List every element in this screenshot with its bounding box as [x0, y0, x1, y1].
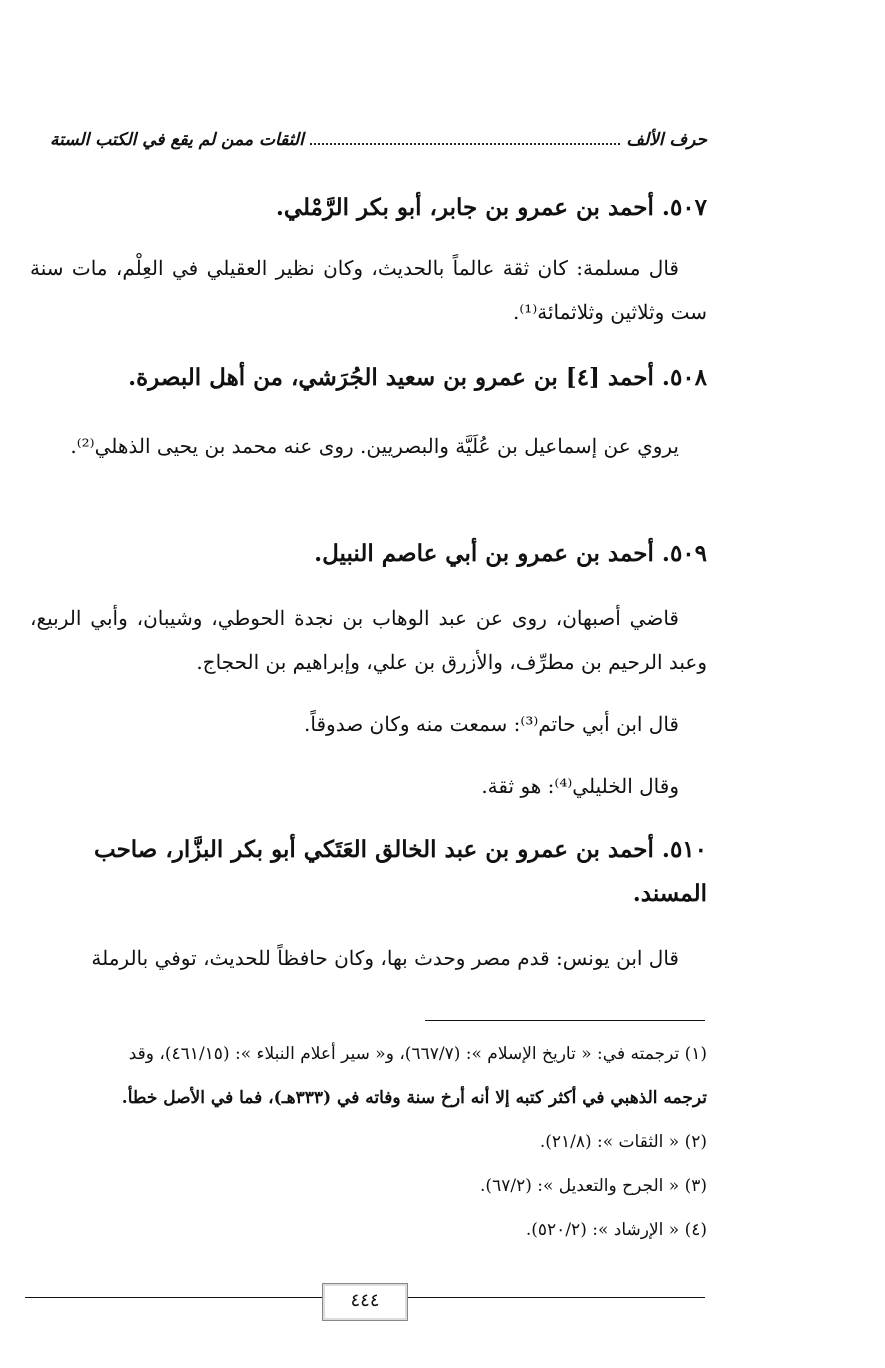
footnote-1-line-2: ترجمه الذهبي في أكثر كتبه إلا أنه أرخ سنة وفاته في (٣٣٣هـ)، فما في الأصل خطأ.: [121, 1088, 707, 1108]
entry-509-ibn-abi-hatim: قال ابن أبي حاتم⁽³⁾: سمعت منه وكان صدوقاً.: [304, 712, 679, 736]
footnote-1-line-1: (١) ترجمته في: « تاريخ الإسلام »: (٦٦٧/٧)، و« سير أعلام النبلاء »: (٤٦١/١٥)، وقد: [128, 1044, 707, 1064]
entry-510-text: قال ابن يونس: قدم مصر وحدث بها، وكان حافظاً للحديث، توفي بالرملة: [91, 946, 679, 970]
entry-509-heading: ٥٠٩. أحمد بن عمرو بن أبي عاصم النبيل.: [314, 540, 707, 567]
entry-508-heading: ٥٠٨. أحمد [٤] بن عمرو بن سعيد الجُرَشي، من أهل البصرة.: [128, 364, 707, 391]
entry-508-text: يروي عن إسماعيل بن عُلَيَّة والبصريين. روى عنه محمد بن يحيى الذهلي⁽²⁾.: [70, 434, 679, 458]
footnote-4: (٤) « الإرشاد »: (٥٢٠/٢).: [525, 1220, 707, 1240]
running-head: [50, 130, 707, 150]
footnote-3: (٣) « الجرح والتعديل »: (٦٧/٢).: [480, 1176, 707, 1196]
running-head-book-title: الثقات ممن لم يقع في الكتب الستة: [50, 130, 304, 150]
entry-507-text: قال مسلمة: كان ثقة عالماً بالحديث، وكان نظير العقيلي في العِلْم، مات سنة ست وثلاثين وثلاثمائة⁽¹⁾.: [30, 256, 707, 324]
footnote-separator: [425, 1020, 705, 1021]
entry-507-heading: ٥٠٧. أحمد بن عمرو بن جابر، أبو بكر الرَّمْلي.: [275, 194, 707, 221]
entry-509-khalili: وقال الخليلي⁽⁴⁾: هو ثقة.: [481, 774, 679, 798]
running-head-chapter: حرف الألف: [626, 130, 707, 150]
page-number: ٤٤٤: [322, 1283, 408, 1321]
entry-510-heading: ٥١٠. أحمد بن عمرو بن عبد الخالق العَتَكي أبو بكر البزَّار، صاحب المسند.: [93, 836, 707, 907]
entry-509-text: قاضي أصبهان، روى عن عبد الوهاب بن نجدة الحوطي، وشيبان، وأبي الربيع، وعبد الرحيم بن مطرِّف، والأزرق بن علي، وإبراهيم بن الحجاج.: [30, 606, 707, 674]
running-head-dots: [310, 143, 621, 145]
footnote-2: (٢) « الثقات »: (٢١/٨).: [539, 1132, 707, 1152]
